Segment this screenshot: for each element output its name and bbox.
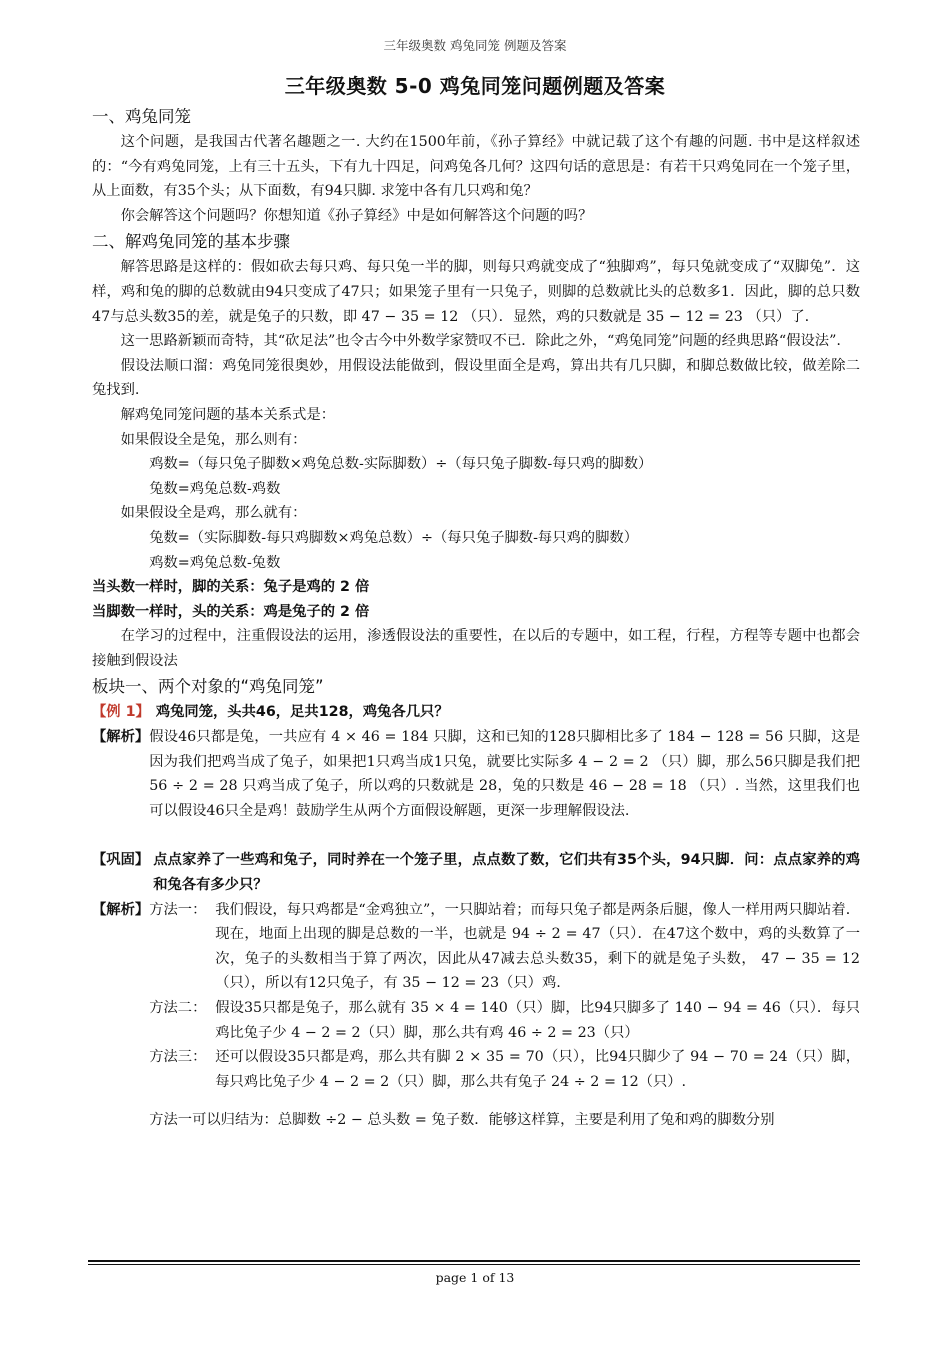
paragraph: 这一思路新颖而奇特，其“砍足法”也令古今中外数学家赞叹不已．除此之外，“鸡兔同笼”问题的经典思路“假设法”. bbox=[120, 333, 841, 350]
key-rule: 当头数一样时，脚的关系：兔子是鸡的 2 倍 bbox=[92, 579, 370, 596]
paragraph: 解鸡兔同笼问题的基本关系式是： bbox=[120, 406, 336, 423]
case-line: 如果假设全是兔，那么则有： bbox=[120, 431, 307, 448]
solution-tag: 【解析】 bbox=[92, 729, 150, 746]
example-tag: 【例 1】 bbox=[92, 704, 150, 721]
key-rule: 当脚数一样时，头的关系：鸡是兔子的 2 倍 bbox=[92, 603, 370, 620]
paragraph: 你会解答这个问题吗？你想知道《孙子算经》中是如何解答这个问题的吗？ bbox=[120, 207, 593, 224]
solution-text: 假设46只都是兔，一共应有 4 × 46 = 184 只脚，这和已知的128只脚相比多了 184 − 128 = 56 只脚，这是因为我们把鸡当成了兔子，如果把1只鸡当成1只兔，就要比实际多 4 − 2 = 2 （只）脚，那么56只脚是我们把 56 ÷ 2 = 28 只鸡当成了兔子，所以鸡的只数就是 28，兔的只数是 46 − 28 = 18 （只）. 当然，这里我们也可以假设46只全是鸡！鼓励学生从两个方面假设解题，更深一步理解假设法. bbox=[149, 729, 860, 819]
method-text: 我们假设，每只鸡都是“金鸡独立”，一只脚站着；而每只兔子都是两条后腿，像人一样用两只脚站着．现在，地面上出现的脚是总数的一半，也就是 94 ÷ 2 = 47（只）．在47这个数中，鸡的头数算了一次，兔子的头数相当于算了两次，因此从47减去总头数35，剩下的就是兔子头数， 47 − 35 = 12（只），所以有12只兔子，有 35 − 12 = 23（只）鸡. bbox=[215, 901, 860, 992]
case-line: 如果假设全是鸡，那么就有： bbox=[120, 505, 307, 522]
method-text: 还可以假设35只都是鸡，那么共有脚 2 × 35 = 70（只），比94只脚少了 94 − 70 = 24（只）脚，每只鸡比兔子少 4 − 2 = 2（只）脚，那么共有兔子 24 ÷ 2 = 12（只）. bbox=[215, 1049, 860, 1090]
method-label: 方法二： bbox=[149, 1000, 207, 1016]
method-1 bbox=[149, 898, 860, 996]
footer-divider bbox=[88, 1260, 860, 1262]
formula: 兔数=（实际脚数-每只鸡脚数×鸡兔总数）÷（每只兔子脚数-每只鸡的脚数） bbox=[149, 529, 638, 546]
page-number: page 1 of 13 bbox=[435, 1270, 515, 1285]
solution-methods bbox=[149, 898, 860, 1133]
consolidation bbox=[92, 848, 860, 897]
document-title: 三年级奥数 5-0 鸡兔同笼问题例题及答案 bbox=[284, 74, 666, 98]
footer-divider bbox=[88, 1264, 860, 1265]
method-label: 方法三： bbox=[149, 1049, 207, 1066]
paragraph: 这个问题，是我国古代著名趣题之一. 大约在1500年前，《孙子算经》中就记载了这个有趣的问题. 书中是这样叙述的：“今有鸡兔同笼，上有三十五头，下有九十四足，问鸡兔各几何？这四句话的意思是：有若干只鸡兔同在一个笼子里，从上面数，有35个头；从下面数，有94只脚. 求笼中各有几只鸡和兔？ bbox=[92, 134, 860, 200]
formula: 兔数=鸡兔总数-鸡数 bbox=[149, 480, 281, 497]
method-summary: 方法一可以归结为：总脚数 ÷2 − 总头数 = 兔子数．能够这样算，主要是利用了兔和鸡的脚数分别 bbox=[149, 1112, 775, 1129]
solution-2 bbox=[92, 898, 860, 1133]
document-body bbox=[92, 103, 860, 1133]
consolidation-question: 点点家养了一些鸡和兔子，同时养在一个笼子里，点点数了数，它们共有35个头，94只脚．问：点点家养的鸡和兔各有多少只？ bbox=[153, 852, 860, 894]
method-3 bbox=[149, 1045, 860, 1094]
paragraph: 在学习的过程中，注重假设法的运用，渗透假设法的重要性，在以后的专题中，如工程，行程，方程等专题中也都会接触到假设法 bbox=[92, 628, 860, 669]
paragraph: 假设法顺口溜：鸡兔同笼很奥妙，用假设法能做到，假设里面全是鸡，算出共有几只脚，和脚总数做比较，做差除二兔找到. bbox=[92, 357, 860, 399]
solution-tag: 【解析】 bbox=[92, 901, 150, 918]
consolidation-tag: 【巩固】 bbox=[92, 852, 150, 869]
formula: 鸡数=（每只兔子脚数×鸡兔总数-实际脚数）÷（每只兔子脚数-每只鸡的脚数） bbox=[149, 456, 653, 473]
section-heading-1: 一、鸡兔同笼 bbox=[92, 107, 191, 126]
section-heading-2: 二、解鸡兔同笼的基本步骤 bbox=[92, 232, 290, 252]
formula: 鸡数=鸡兔总数-兔数 bbox=[149, 554, 281, 571]
running-header: 三年级奥数 鸡兔同笼 例题及答案 bbox=[383, 38, 567, 53]
method-2 bbox=[149, 996, 860, 1045]
method-label: 方法一： bbox=[149, 901, 207, 918]
block-heading: 板块一、两个对象的“鸡兔同笼” bbox=[92, 677, 324, 697]
example-question: 鸡兔同笼，头共46，足共128，鸡兔各几只？ bbox=[155, 704, 449, 721]
paragraph: 解答思路是这样的：假如砍去每只鸡、每只兔一半的脚，则每只鸡就变成了“独脚鸡”，每只兔就变成了“双脚兔”．这样，鸡和兔的脚的总数就由94只变成了47只；如果笼子里有一只兔子，则脚的总数就比头的总数多1．因此，脚的总只数47与总头数35的差，就是兔子的只数，即 47 − 35 = 12 （只）．显然，鸡的只数就是 35 − 12 = 23 （只）了. bbox=[92, 259, 860, 325]
example-1 bbox=[92, 700, 860, 725]
method-text: 假设35只都是兔子，那么就有 35 × 4 = 140（只）脚，比94只脚多了 140 − 94 = 46（只）．每只鸡比兔子少 4 − 2 = 2（只）脚，那么共有鸡 46 ÷ 2 = 23（只） bbox=[215, 1000, 860, 1041]
solution-1 bbox=[92, 725, 860, 823]
